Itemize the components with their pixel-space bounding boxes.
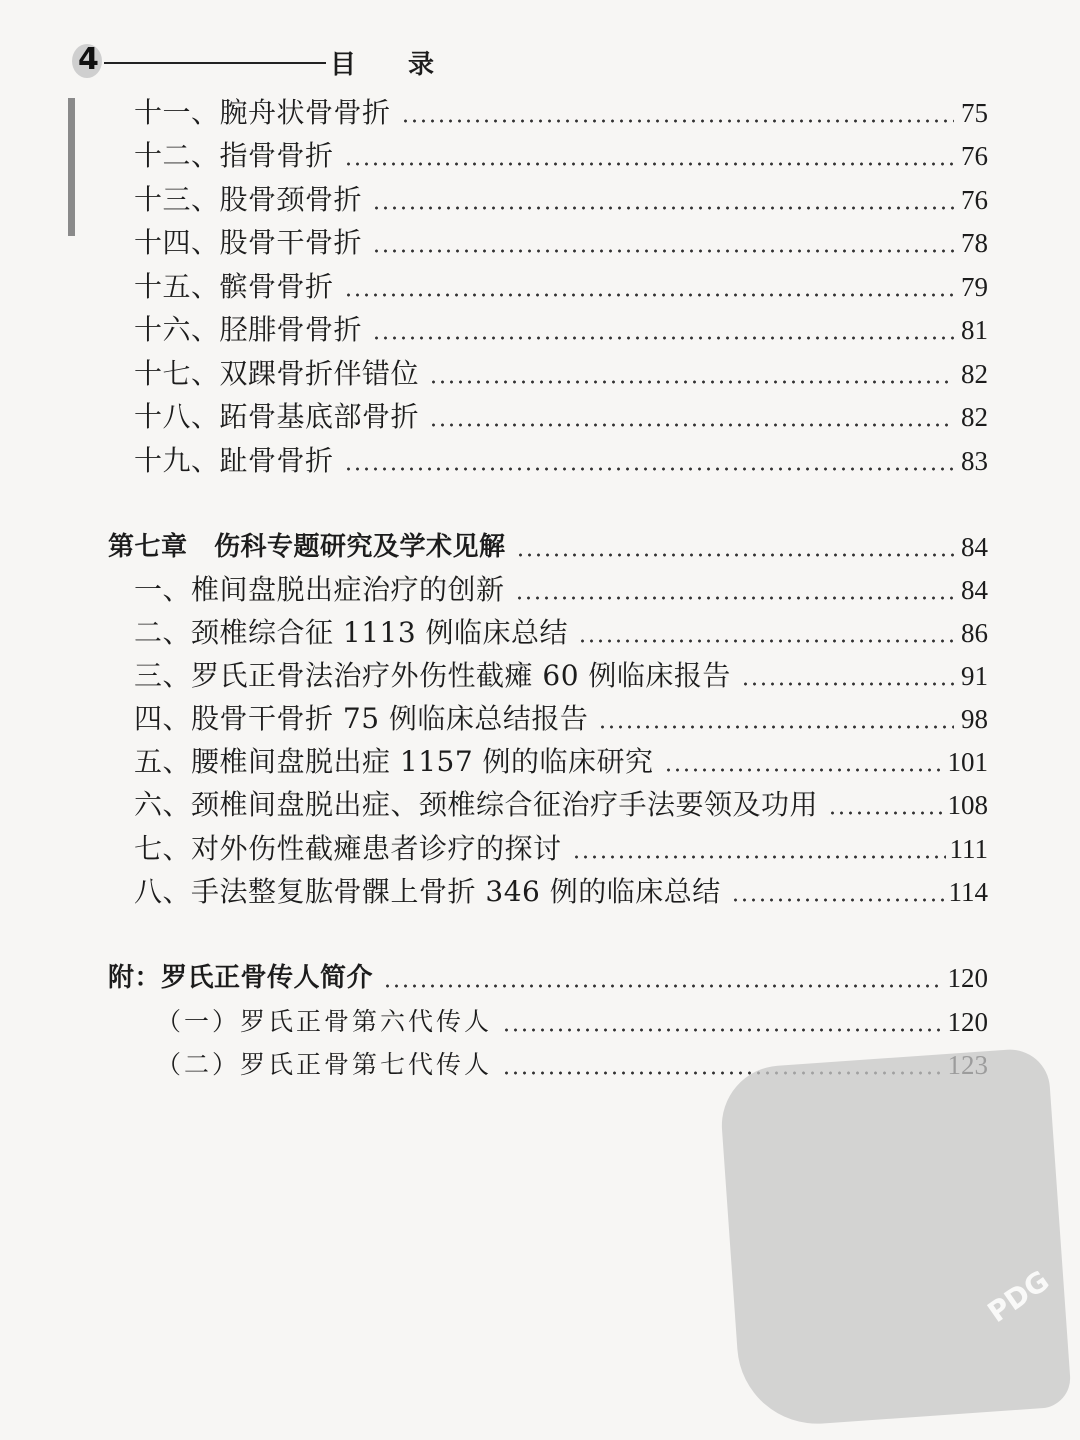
leader-dots	[578, 613, 954, 653]
toc-entry-label: 十三、股骨颈骨折	[134, 183, 363, 216]
toc-entry[interactable]	[134, 397, 988, 437]
chapter-page: 84	[961, 532, 988, 562]
page-number: 4	[78, 42, 99, 77]
seal-stamp	[718, 1047, 1072, 1429]
toc-chapter-7[interactable]	[108, 527, 988, 567]
toc-appendix[interactable]	[108, 958, 988, 998]
toc-entry-label: 六、颈椎间盘脱出症、颈椎综合征治疗手法要领及功用	[134, 788, 819, 821]
toc-entry-page: 76	[961, 141, 988, 171]
toc-entry[interactable]	[134, 441, 988, 481]
toc-entry[interactable]	[134, 829, 988, 869]
leader-dots	[741, 656, 954, 696]
toc-entry-page: 98	[961, 704, 988, 734]
stamp-watermark-text: PDG	[981, 1263, 1056, 1330]
toc-entry[interactable]	[134, 742, 988, 782]
leader-dots	[344, 267, 954, 307]
leader-dots	[383, 958, 943, 998]
header-rule	[104, 62, 326, 64]
leader-dots	[598, 699, 954, 739]
toc-entry[interactable]	[134, 872, 988, 912]
toc-entry-page: 81	[961, 315, 988, 345]
toc-entry-label: 五、腰椎间盘脱出症 1157 例的临床研究	[134, 745, 654, 778]
leader-dots	[572, 829, 946, 869]
leader-dots	[372, 223, 954, 263]
toc-entry[interactable]	[134, 136, 988, 176]
toc-entry-label: 十四、股骨干骨折	[134, 226, 363, 259]
toc-entry-label: （二）罗氏正骨第七代传人	[156, 1050, 493, 1079]
toc-entry-page: 75	[961, 98, 988, 128]
toc-entry-label: 十六、胫腓骨骨折	[134, 313, 363, 346]
leader-dots	[515, 570, 954, 610]
leader-dots	[731, 872, 945, 912]
toc-entry[interactable]	[134, 223, 988, 263]
toc-entry[interactable]	[134, 267, 988, 307]
toc-entry[interactable]	[134, 613, 988, 653]
toc-entry-page: 76	[961, 185, 988, 215]
leader-dots	[344, 441, 954, 481]
toc-entry-page: 114	[948, 877, 988, 907]
toc-entry-page: 82	[961, 402, 988, 432]
toc-entry-label: 十九、趾骨骨折	[134, 444, 334, 477]
toc-entry[interactable]	[134, 310, 988, 350]
chapter-title: 第七章 伤科专题研究及学术见解	[108, 532, 506, 562]
toc-entry-page: 84	[961, 575, 988, 605]
toc-entry-page: 86	[961, 618, 988, 648]
toc-entry-label: 七、对外伤性截瘫患者诊疗的探讨	[134, 832, 562, 865]
leader-dots	[516, 527, 954, 567]
toc-entry-label: 十五、髌骨骨折	[134, 270, 334, 303]
toc-entry-page: 111	[949, 834, 988, 864]
toc-entry-page: 91	[961, 661, 988, 691]
leader-dots	[372, 310, 954, 350]
toc-entry[interactable]	[134, 570, 988, 610]
toc-entry[interactable]	[156, 1002, 988, 1042]
running-header	[78, 40, 487, 88]
appendix-title: 附：罗氏正骨传人简介	[108, 963, 374, 993]
leader-dots	[401, 93, 954, 133]
leader-dots	[664, 742, 944, 782]
toc-entry-label: 一、椎间盘脱出症治疗的创新	[134, 573, 505, 606]
toc-entry-page: 101	[947, 747, 988, 777]
appendix-page: 120	[947, 963, 988, 993]
toc-entry[interactable]	[134, 354, 988, 394]
toc-entry[interactable]	[134, 180, 988, 220]
leader-dots	[502, 1002, 943, 1042]
leader-dots	[344, 136, 954, 176]
toc-entry-label: 十八、跖骨基底部骨折	[134, 400, 420, 433]
toc-entry-label: 十一、腕舟状骨骨折	[134, 96, 391, 129]
toc-entry-page: 83	[961, 446, 988, 476]
toc-entry-label: 四、股骨干骨折 75 例临床总结报告	[134, 702, 589, 735]
toc-entry[interactable]	[134, 656, 988, 696]
margin-mark	[68, 98, 75, 236]
toc-entry-label: 三、罗氏正骨法治疗外伤性截瘫 60 例临床报告	[134, 659, 731, 692]
toc-entry-label: （一）罗氏正骨第六代传人	[156, 1007, 493, 1036]
toc-entry-page: 82	[961, 359, 988, 389]
toc-entry-page: 108	[947, 790, 988, 820]
leader-dots	[429, 354, 954, 394]
toc-entry-label: 十七、双踝骨折伴错位	[134, 357, 420, 390]
toc-entry-label: 二、颈椎综合征 1113 例临床总结	[134, 616, 569, 649]
toc-entry[interactable]	[134, 785, 988, 825]
toc-entry-label: 十二、指骨骨折	[134, 139, 334, 172]
toc-entry[interactable]	[134, 699, 988, 739]
toc-entry-page: 78	[961, 228, 988, 258]
toc-entry[interactable]	[134, 93, 988, 133]
leader-dots	[429, 397, 954, 437]
header-title: 目录	[330, 50, 487, 80]
toc-entry-page: 120	[947, 1007, 988, 1037]
toc-entry-label: 八、手法整复肱骨髁上骨折 346 例的临床总结	[134, 875, 721, 908]
toc-entry-page: 79	[961, 272, 988, 302]
leader-dots	[372, 180, 954, 220]
leader-dots	[828, 785, 943, 825]
